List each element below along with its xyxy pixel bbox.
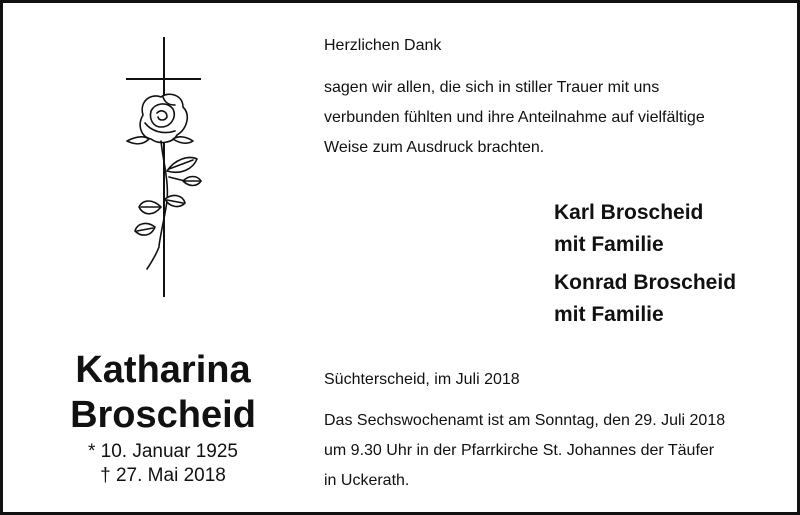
service-line: in Uckerath. bbox=[324, 472, 410, 489]
deceased-first-name: Katharina bbox=[75, 349, 251, 391]
service-line: um 9.30 Uhr in der Pfarrkirche St. Johannes der Täufer bbox=[324, 442, 715, 459]
thanks-heading: Herzlichen Dank bbox=[324, 37, 442, 54]
signer-block bbox=[554, 267, 736, 331]
birth-date: * 10. Januar 1925 bbox=[87, 441, 238, 462]
thanks-paragraph bbox=[324, 73, 744, 163]
thanks-line: verbunden fühlten und ihre Anteilnahme auf vielfältige bbox=[324, 109, 705, 126]
death-date: † 27. Mai 2018 bbox=[100, 465, 226, 486]
place-date: Süchterscheid, im Juli 2018 bbox=[324, 371, 520, 388]
signer-suffix: mit Familie bbox=[554, 303, 664, 326]
cross-rose-illustration bbox=[103, 31, 223, 303]
signer-name: Konrad Broscheid bbox=[554, 271, 737, 294]
service-line: Das Sechswochenamt ist am Sonntag, den 29. Juli 2018 bbox=[324, 412, 726, 429]
memorial-column bbox=[3, 3, 323, 512]
deceased-last-name: Broscheid bbox=[70, 394, 256, 436]
thanks-line: sagen wir allen, die sich in stiller Trauer mit uns bbox=[324, 79, 660, 96]
service-announcement bbox=[324, 406, 784, 496]
thanks-line: Weise zum Ausdruck brachten. bbox=[324, 139, 545, 156]
signer-suffix: mit Familie bbox=[554, 233, 664, 256]
cross-icon bbox=[103, 31, 223, 303]
signer-name: Karl Broscheid bbox=[554, 201, 704, 224]
signer-block bbox=[554, 197, 703, 261]
